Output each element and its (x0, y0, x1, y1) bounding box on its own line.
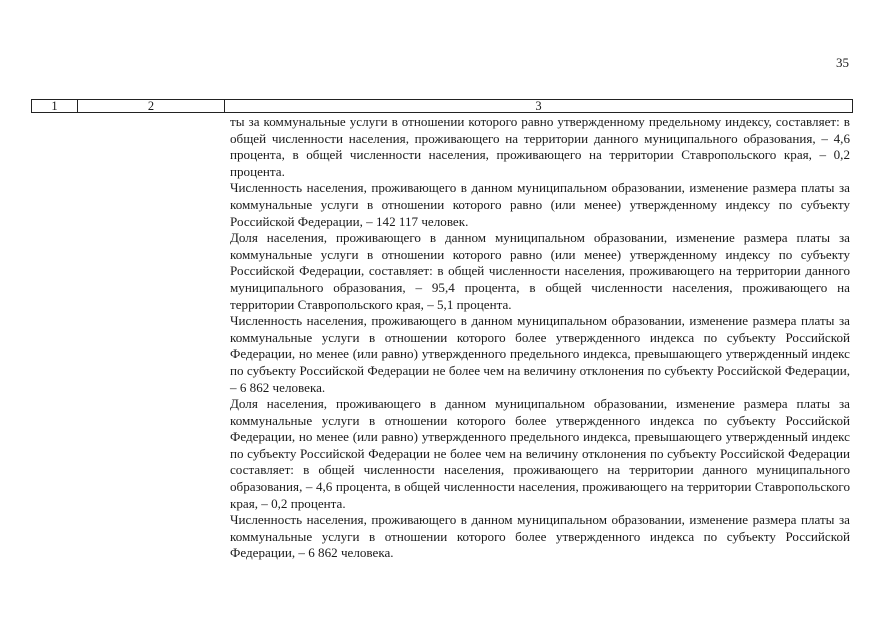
document-body (230, 114, 850, 562)
paragraph: Численность населения, проживающего в данном муниципальном образовании, изменение размера платы за коммунальные услуги в отношении которого равно (или менее) утвержденному индексу по субъекту Российской Федерации, – 142 117 человек. (230, 180, 850, 229)
column-1-header: 1 (32, 100, 78, 112)
column-2-header: 2 (78, 100, 225, 112)
paragraph: Доля населения, проживающего в данном муниципальном образовании, изменение размера платы за коммунальные услуги в отношении которого равно (или менее) утвержденному индексу по субъекту Российской Федерации, составляет: в общей численности населения, проживающего на территории данного муниципального образования, – 95,4 процента, в общей численности населения, проживающего на территории Ставропольского края, – 5,1 процента. (230, 230, 850, 312)
table-header-row (31, 99, 853, 113)
column-3-header: 3 (535, 99, 542, 113)
paragraph: Доля населения, проживающего в данном муниципальном образовании, изменение размера платы за коммунальные услуги в отношении которого более утвержденного индекса по субъекту Российской Федерации, но менее (или равно) утвержденного предельного индекса, превышающего утвержденный индекс по субъекту Российской Федерации не более чем на величину отклонения по субъекту Российской Федерации составляет: в общей численности населения, проживающего на территории данного муниципального образования, – 4,6 процента, в общей численности населения, проживающего на территории Ставропольского края, – 0,2 процента. (230, 396, 850, 511)
paragraph: ты за коммунальные услуги в отношении которого равно утвержденному предельному индексу, составляет: в общей численности населения, проживающего на территории данного муниципального образования, – 4,6 процента, в общей численности населения, проживающего на территории Ставропольского края, – 0,2 процента. (230, 114, 850, 179)
paragraph: Численность населения, проживающего в данном муниципальном образовании, изменение размера платы за коммунальные услуги в отношении которого более утвержденного индекса по субъекту Российской Федерации, но менее (или равно) утвержденного предельного индекса, превышающего утвержденный индекс по субъекту Российской Федерации не более чем на величину отклонения по субъекту Российской Федерации, – 6 862 человека. (230, 313, 850, 395)
page-number: 35 (836, 55, 849, 70)
paragraph: Численность населения, проживающего в данном муниципальном образовании, изменение размера платы за коммунальные услуги в отношении которого более утвержденного индекса по субъекту Российской Федерации, – 6 862 человека. (230, 512, 850, 561)
